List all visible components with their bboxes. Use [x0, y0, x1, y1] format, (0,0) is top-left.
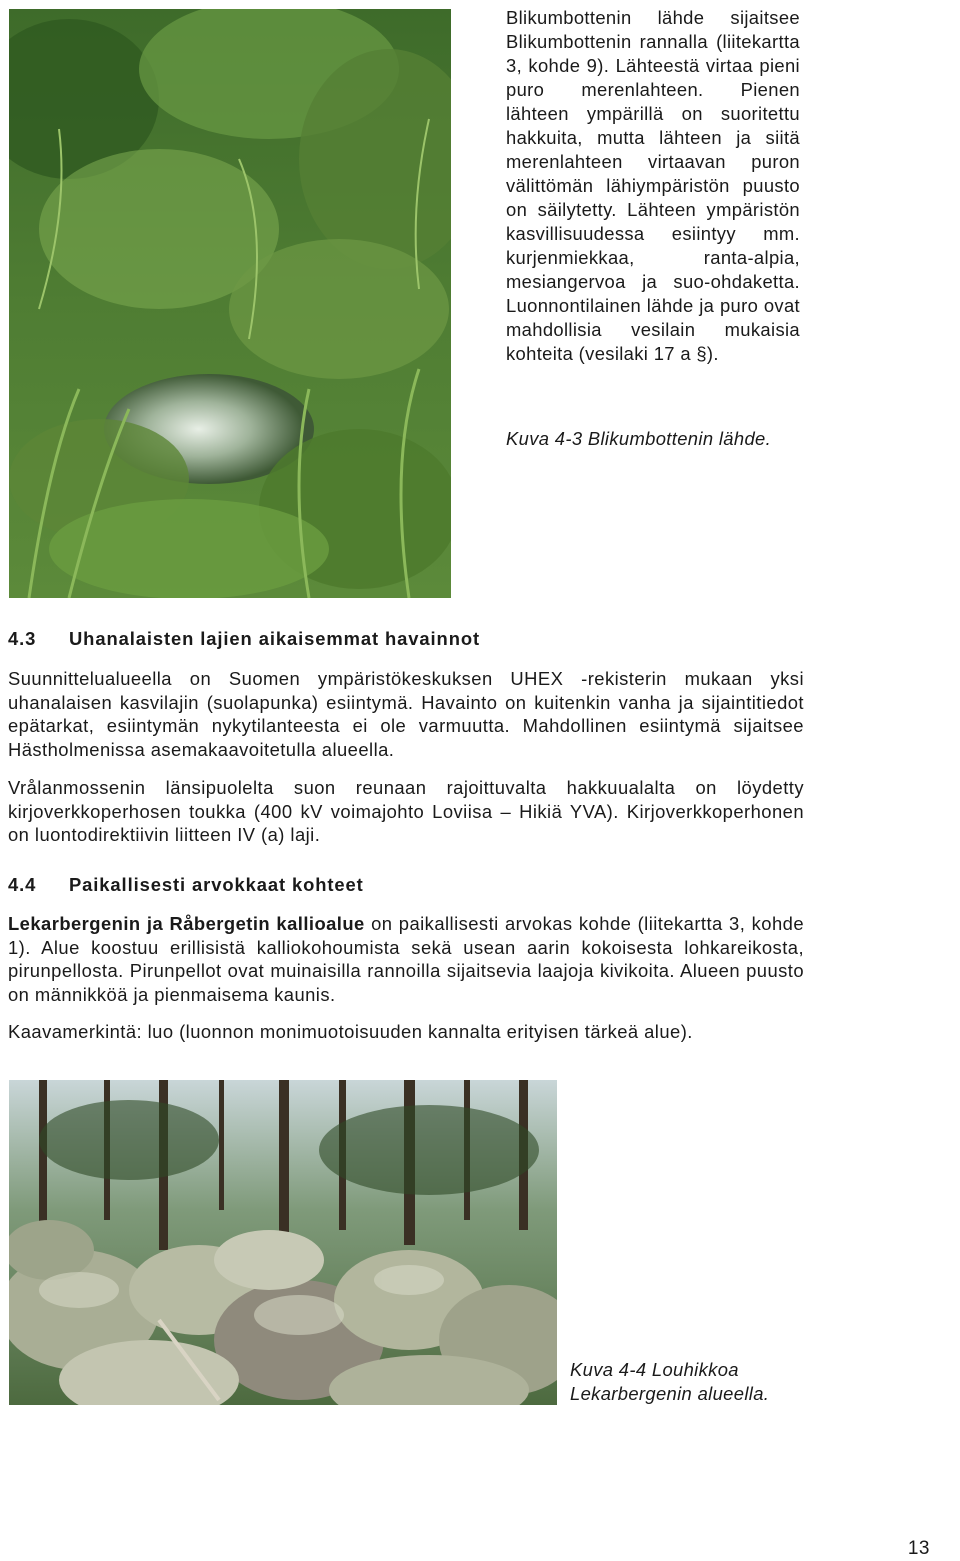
boulder-field-photo [9, 1080, 557, 1405]
paragraph: Suunnittelualueella on Suomen ympäristökeskuksen UHEX -rekisterin mukaan yksi uhanalaisen kasvilajin (suolapunka) esiintymä. Havainto on kuitenkin vanha ja sijaintitiedot epätarkat, esiintymän nykytilanteesta ei ole varmuutta. Mahdollinen esiintymä sijaitsee Hästholmenissa asemakaavoitetulla alueella. [8, 668, 804, 760]
section-title: Paikallisesti arvokkaat kohteet [69, 874, 364, 895]
figure-caption-4-4: Kuva 4-4 Louhikkoa Lekarbergenin alueella. [570, 1359, 770, 1404]
spring-photo [9, 9, 451, 598]
paragraph: Vrålanmossenin länsipuolelta suon reunaan rajoittuvalta hakkuualalta on löydetty kirjoverkkoperhosen toukka (400 kV voimajohto Loviisa – Hikiä YVA). Kirjoverkkoperhonen on luontodirektiivin liitteen IV (a) laji. [8, 777, 804, 845]
spring-description: Blikumbottenin lähde sijaitsee Blikumbottenin rannalla (liitekartta 3, kohde 9). Lähteestä virtaa pieni puro merenlahteen. Pienen lähteen ympärillä on suoritettu hakkuita, mutta lähteen ja siitä merenlahteen virtaavan puron välittömän lähiympäristön puusto on säilytetty. Lähteen ympäristön kasvillisuudessa esiintyy mm. kurjenmiekkaa, ranta-alpia, mesiangervoa ja suo-ohdaketta. Luonnontilainen lähde ja puro ovat mahdollisia vesilain mukaisia kohteita (vesilaki 17 a §). [506, 7, 800, 364]
paragraph-text: on paikallisesti arvokas kohde (liitekartta 3, kohde 1). Alue koostuu erillisistä kalliokohoumista sekä usean aarin kokoisesta lohkareikosta, pirunpellosta. Pirunpellot ovat muinaisilla rannoilla sijaitsevia laajoja kivikoita. Alueen puusto on männikköä ja pienmaisema kaunis. [8, 913, 804, 1005]
section-number: 4.4 [8, 874, 37, 895]
page-number: 13 [907, 1538, 930, 1559]
section-title: Uhanalaisten lajien aikaisemmat havainnot [69, 628, 480, 649]
figure-caption-4-3: Kuva 4-3 Blikumbottenin lähde. [506, 428, 772, 449]
paragraph: Kaavamerkintä: luo (luonnon monimuotoisuuden kannalta erityisen tärkeä alue). [8, 1021, 693, 1042]
paragraph [8, 912, 804, 1006]
section-heading-4-4 [8, 874, 364, 896]
section-number: 4.3 [8, 628, 37, 649]
highlight-term: Lekarbergenin ja Råbergetin kallioalue [8, 913, 365, 934]
section-heading-4-3 [8, 628, 480, 650]
